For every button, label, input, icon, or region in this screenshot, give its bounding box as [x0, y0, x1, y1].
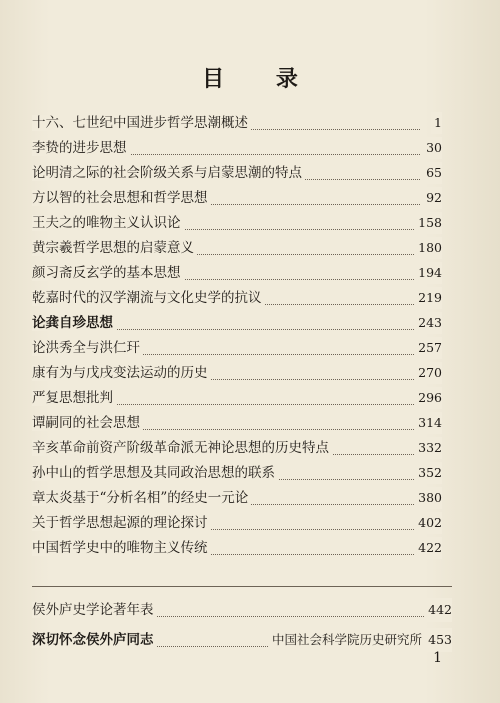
toc-entry	[32, 487, 442, 509]
toc-entry-title: 论明清之际的社会阶级关系与启蒙思潮的特点	[32, 165, 305, 181]
toc-entry-title: 严复思想批判	[32, 390, 116, 406]
page-title: 目 录	[202, 66, 320, 92]
appendix-entry-title: 深切怀念侯外庐同志	[32, 632, 157, 648]
toc-entry-title: 王夫之的唯物主义认识论	[32, 215, 184, 231]
toc-entry-page: 180	[415, 237, 442, 259]
toc-entry-title: 方以智的社会思想和哲学思想	[32, 190, 211, 206]
toc-entry-page: 30	[423, 137, 442, 159]
toc-entry-title: 论洪秀全与洪仁玕	[32, 340, 143, 356]
toc-entry-page: 219	[415, 287, 442, 309]
toc-entry-page: 92	[423, 187, 442, 209]
toc-entry-page: 257	[415, 337, 442, 359]
toc-entry	[32, 512, 442, 534]
toc-entry-title: 颜习斋反玄学的基本思想	[32, 265, 184, 281]
toc-entry	[32, 462, 442, 484]
toc-entry-page: 158	[415, 212, 442, 234]
toc-entry	[32, 337, 442, 359]
toc-entry-title: 辛亥革命前资产阶级革命派无神论思想的历史特点	[32, 440, 332, 456]
toc-entry-page: 422	[415, 537, 442, 559]
toc-entry	[32, 137, 442, 159]
appendix-entry	[32, 628, 452, 652]
toc-entry-page: 402	[415, 512, 442, 534]
toc-entry	[32, 362, 442, 384]
toc-entry	[32, 537, 442, 559]
toc-entry	[32, 112, 442, 134]
appendix-entry-author: 中国社会科学院历史研究所	[268, 628, 426, 652]
toc-entry-page: 380	[415, 487, 442, 509]
toc-entry-page: 65	[423, 162, 442, 184]
appendix-list	[32, 598, 452, 658]
toc-entry-title: 孙中山的哲学思想及其同政治思想的联系	[32, 465, 278, 481]
appendix-entry	[32, 598, 452, 622]
toc-entry-title: 章太炎基于“分析名相”的经史一元论	[32, 490, 251, 506]
page-number: 1	[433, 650, 442, 666]
toc-entry-title: 关于哲学思想起源的理论探讨	[32, 515, 211, 531]
toc-entry-page: 1	[431, 112, 442, 134]
toc-entry-page: 296	[415, 387, 442, 409]
toc-entry-page: 270	[415, 362, 442, 384]
section-divider	[32, 586, 452, 587]
toc-entry	[32, 187, 442, 209]
toc-entry	[32, 162, 442, 184]
toc-entry	[32, 412, 442, 434]
toc-entry	[32, 387, 442, 409]
table-of-contents	[32, 112, 442, 562]
toc-entry-page: 194	[415, 262, 442, 284]
toc-entry-title: 中国哲学史中的唯物主义传统	[32, 540, 211, 556]
toc-entry-title: 论龚自珍思想	[32, 315, 116, 331]
toc-entry	[32, 312, 442, 334]
toc-entry-page: 332	[415, 437, 442, 459]
toc-entry	[32, 437, 442, 459]
toc-entry	[32, 212, 442, 234]
appendix-entry-page: 442	[425, 598, 452, 622]
toc-entry-title: 谭嗣同的社会思想	[32, 415, 143, 431]
toc-entry-page: 314	[415, 412, 442, 434]
toc-entry-title: 乾嘉时代的汉学潮流与文化史学的抗议	[32, 290, 265, 306]
toc-entry	[32, 237, 442, 259]
toc-entry	[32, 287, 442, 309]
toc-entry-page: 243	[415, 312, 442, 334]
toc-entry-title: 黄宗羲哲学思想的启蒙意义	[32, 240, 197, 256]
toc-entry-page: 352	[415, 462, 442, 484]
toc-entry-title: 康有为与戊戌变法运动的历史	[32, 365, 211, 381]
toc-entry-title: 十六、七世纪中国进步哲学思潮概述	[32, 115, 251, 131]
toc-entry-title: 李贽的进步思想	[32, 140, 130, 156]
appendix-entry-title: 侯外庐史学论著年表	[32, 602, 157, 618]
toc-entry	[32, 262, 442, 284]
appendix-entry-page: 453	[425, 628, 452, 652]
